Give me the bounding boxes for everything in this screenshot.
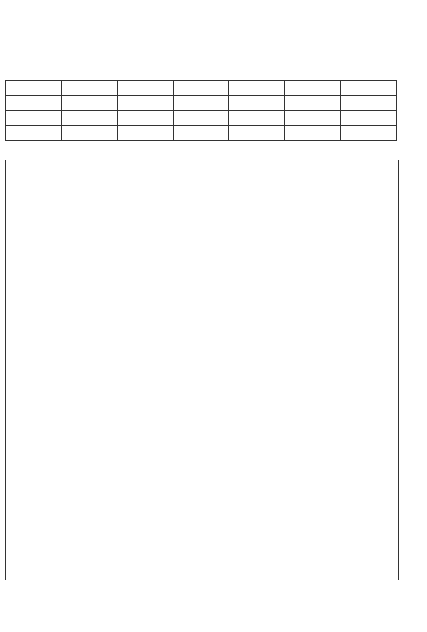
page-header <box>26 14 396 32</box>
measurements-table-body <box>5 160 399 580</box>
measurements-table-head <box>5 80 397 141</box>
table-title <box>156 50 396 66</box>
